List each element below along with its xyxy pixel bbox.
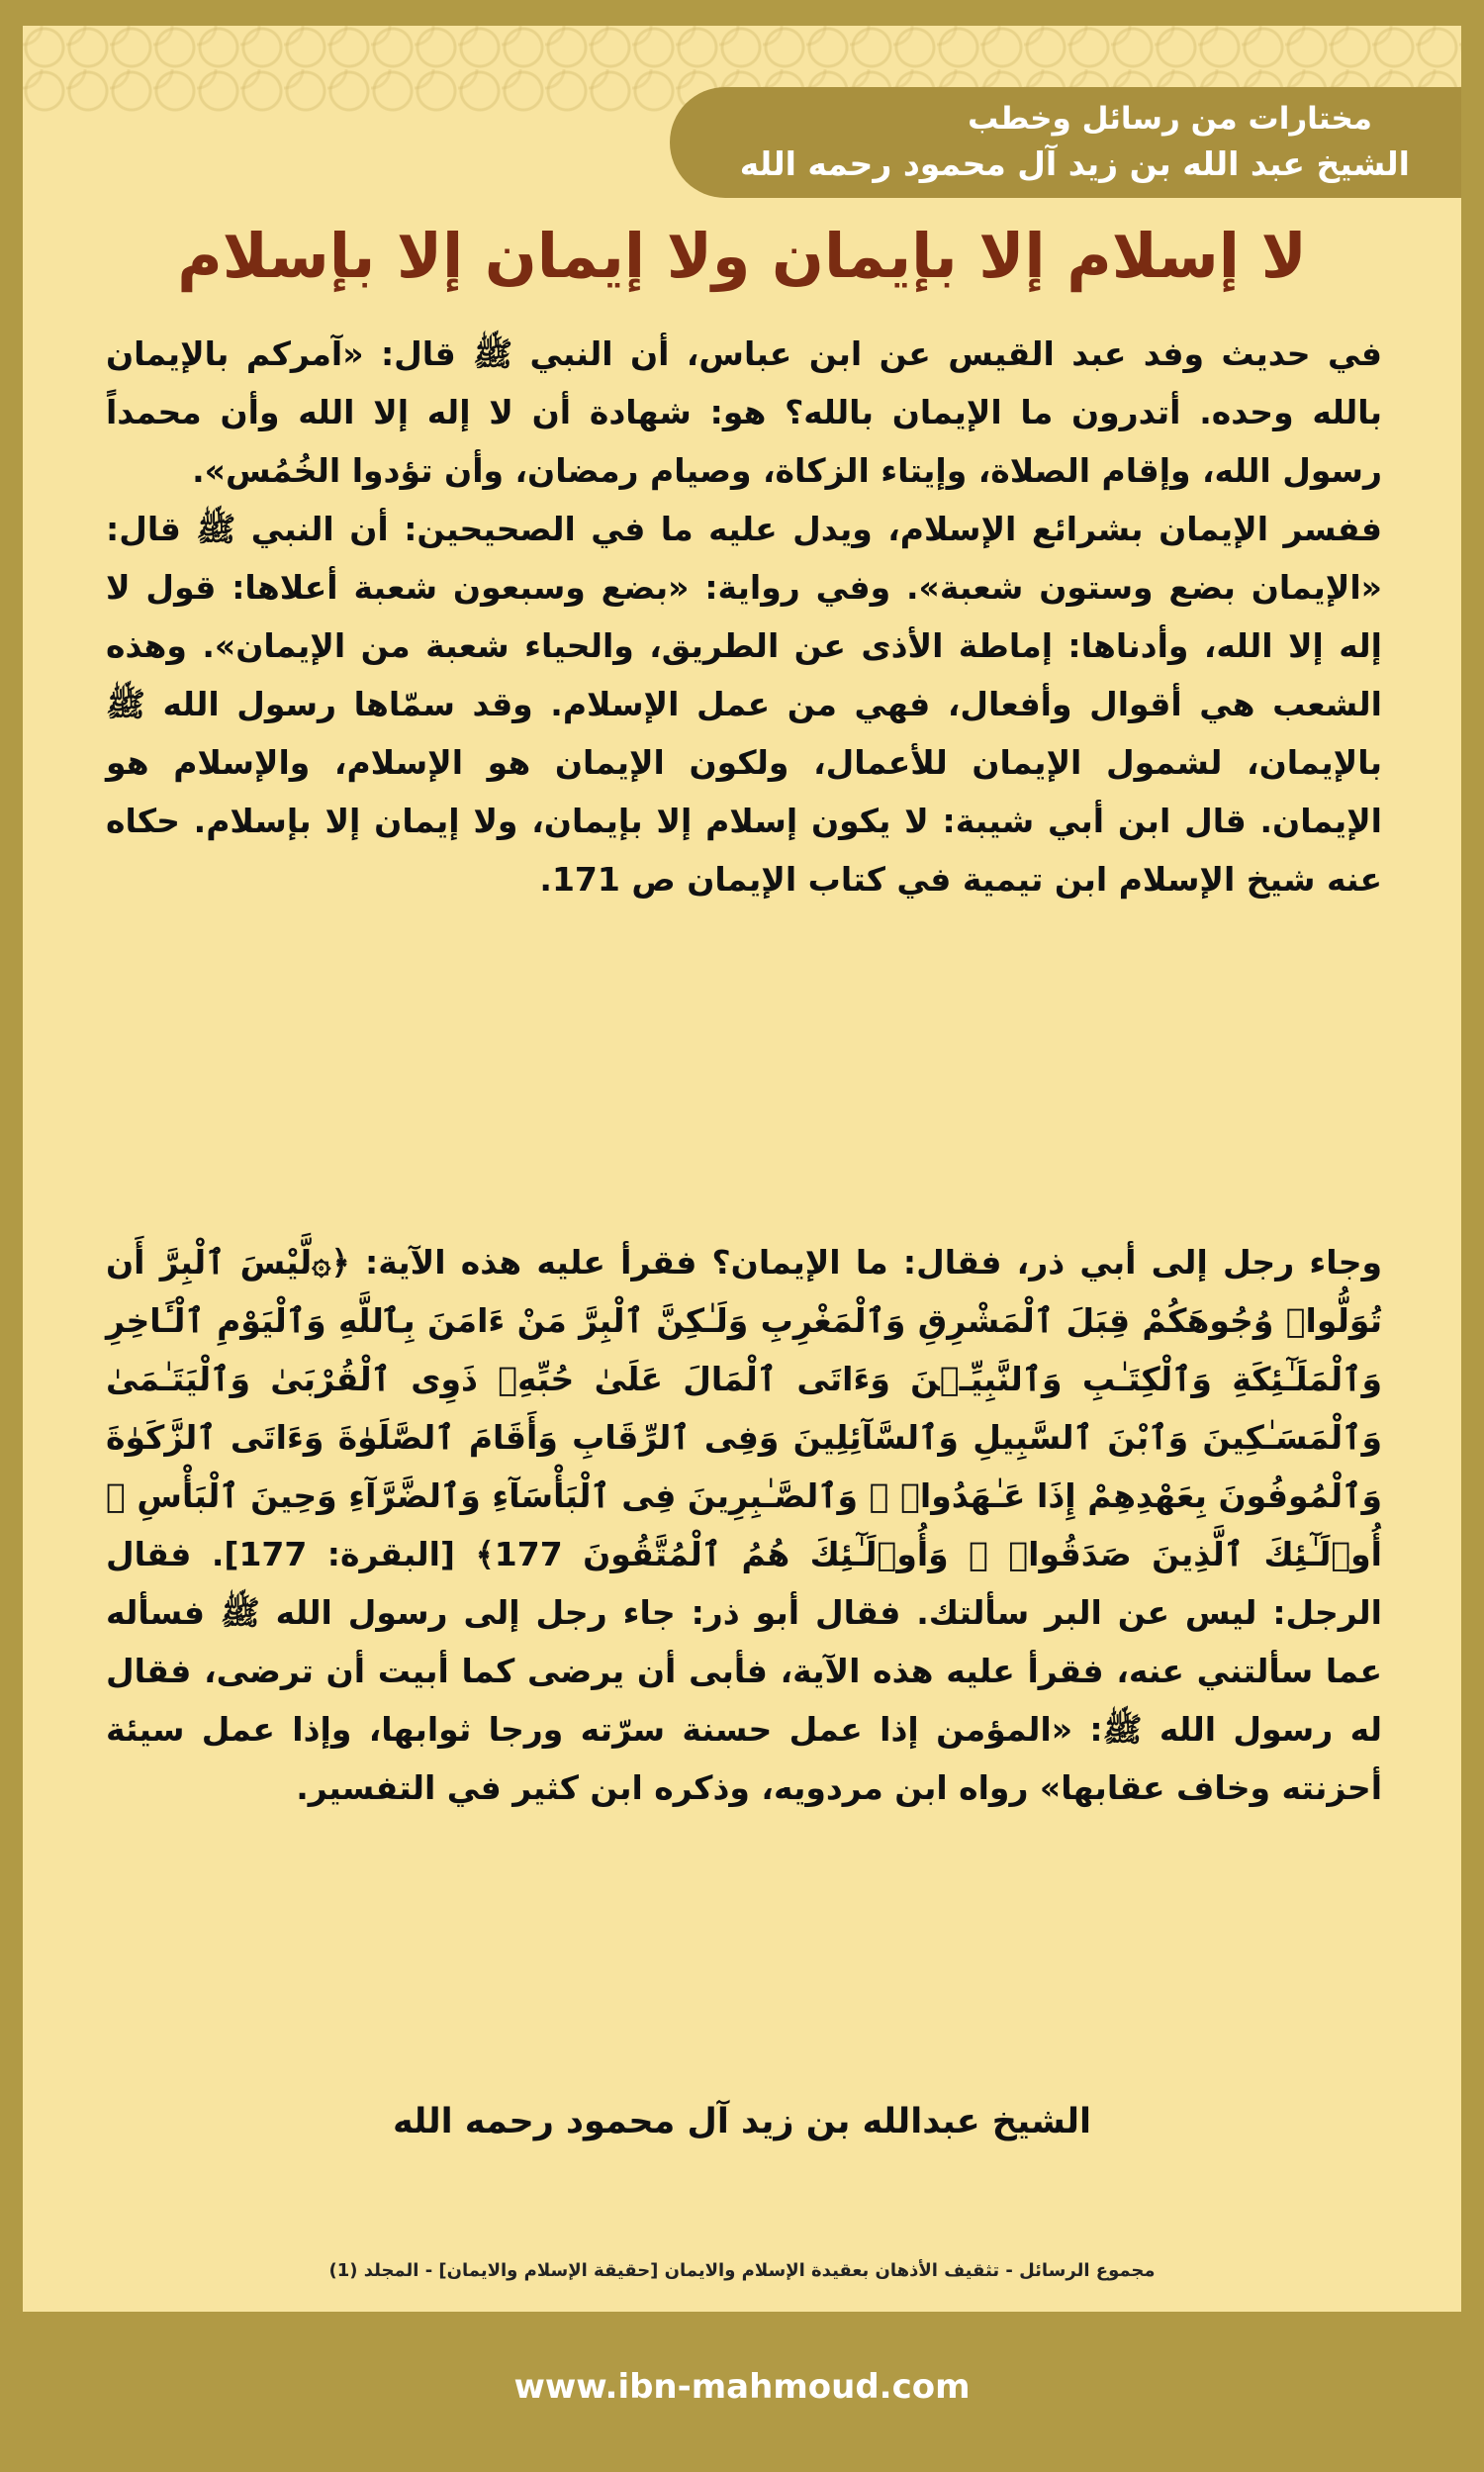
article-body-part1 [106, 325, 1382, 908]
header-series-title: مختارات من رسائل وخطب [968, 101, 1372, 137]
website-link[interactable]: www.ibn-mahmoud.com [513, 2367, 971, 2407]
author-signature: الشيخ عبدالله بن زيد آل محمود رحمه الله [392, 2102, 1092, 2141]
content-panel [23, 26, 1461, 2312]
article-body-part2 [106, 1233, 1382, 1817]
top-frame-strip [0, 0, 1484, 26]
header-author-name: الشيخ عبد الله بن زيد آل محمود رحمه الله [739, 144, 1410, 183]
paragraph-3: وجاء رجل إلى أبي ذر، فقال: ما الإيمان؟ فقرأ عليه هذه الآية: ﴿۞لَّيْسَ ٱلْبِرَّ أَن تُوَلُّوا۟ وُجُوهَكُمْ قِبَلَ ٱلْمَشْرِقِ وَٱلْمَغْرِبِ وَلَـٰكِنَّ ٱلْبِرَّ مَنْ ءَامَنَ بِٱللَّهِ وَٱلْيَوْمِ ٱلْـَٔاخِرِ وَٱلْمَلَـٰٓئِكَةِ وَٱلْكِتَـٰبِ وَٱلنَّبِيِّـۧنَ وَءَاتَى ٱلْمَالَ عَلَىٰ حُبِّهِۦ ذَوِى ٱلْقُرْبَىٰ وَٱلْيَتَـٰمَىٰ وَٱلْمَسَـٰكِينَ وَٱبْنَ ٱلسَّبِيلِ وَٱلسَّآئِلِينَ وَفِى ٱلرِّقَابِ وَأَقَامَ ٱلصَّلَوٰةَ وَءَاتَى ٱلزَّكَوٰةَ وَٱلْمُوفُونَ بِعَهْدِهِمْ إِذَا عَـٰهَدُوا۟ ۖ وَٱلصَّـٰبِرِينَ فِى ٱلْبَأْسَآءِ وَٱلضَّرَّآءِ وَحِينَ ٱلْبَأْسِ ۗ أُو۟لَـٰٓئِكَ ٱلَّذِينَ صَدَقُوا۟ ۖ وَأُو۟لَـٰٓئِكَ هُمُ ٱلْمُتَّقُونَ 177﴾ [البقرة: 177]. فقال الرجل: ليس عن البر سألتك. فقال أبو ذر: جاء رجل إلى رسول الله ﷺ فسأله عما سألتني عنه، فقرأ عليه هذه الآية، فأبى أن يرضى كما أبيت أن ترضى، فقال له رسول الله ﷺ: «المؤمن إذا عمل حسنة سرّته ورجا ثوابها، وإذا عمل سيئة أحزنته وخاف عقابها» رواه ابن مردويه، وذكره ابن كثير في التفسير. [106, 1243, 1382, 1807]
source-reference: مجموع الرسائل - تثقيف الأذهان بعقيدة الإسلام والايمان [حقيقة الإسلام والايمان] - المجلد (1) [328, 2260, 1156, 2281]
paragraph-1: في حديث وفد عبد القيس عن ابن عباس، أن النبي ﷺ قال: «آمركم بالإيمان بالله وحده. أتدرون ما الإيمان بالله؟ هو: شهادة أن لا إله إلا الله وأن محمداً رسول الله، وإقام الصلاة، وإيتاء الزكاة، وصيام رمضان، وأن تؤدوا الخُمُس». [106, 334, 1382, 490]
footer-bar [0, 2312, 1484, 2472]
paragraph-2: ففسر الإيمان بشرائع الإسلام، ويدل عليه ما في الصحيحين: أن النبي ﷺ قال: «الإيمان بضع وستون شعبة». وفي رواية: «بضع وسبعون شعبة أعلاها: قول لا إله إلا الله، وأدناها: إماطة الأذى عن الطريق، والحياء شعبة من الإيمان». وهذه الشعب هي أقوال وأفعال، فهي من عمل الإسلام. وقد سمّاها رسول الله ﷺ بالإيمان، لشمول الإيمان للأعمال، ولكون الإيمان هو الإسلام، والإسلام هو الإيمان. قال ابن أبي شيبة: لا يكون إسلام إلا بإيمان، ولا إيمان إلا بإسلام. حكاه عنه شيخ الإسلام ابن تيمية في كتاب الإيمان ص 171. [106, 510, 1382, 899]
article-title: لا إسلام إلا بإيمان ولا إيمان إلا بإسلام [177, 220, 1307, 292]
header-band [670, 87, 1461, 198]
